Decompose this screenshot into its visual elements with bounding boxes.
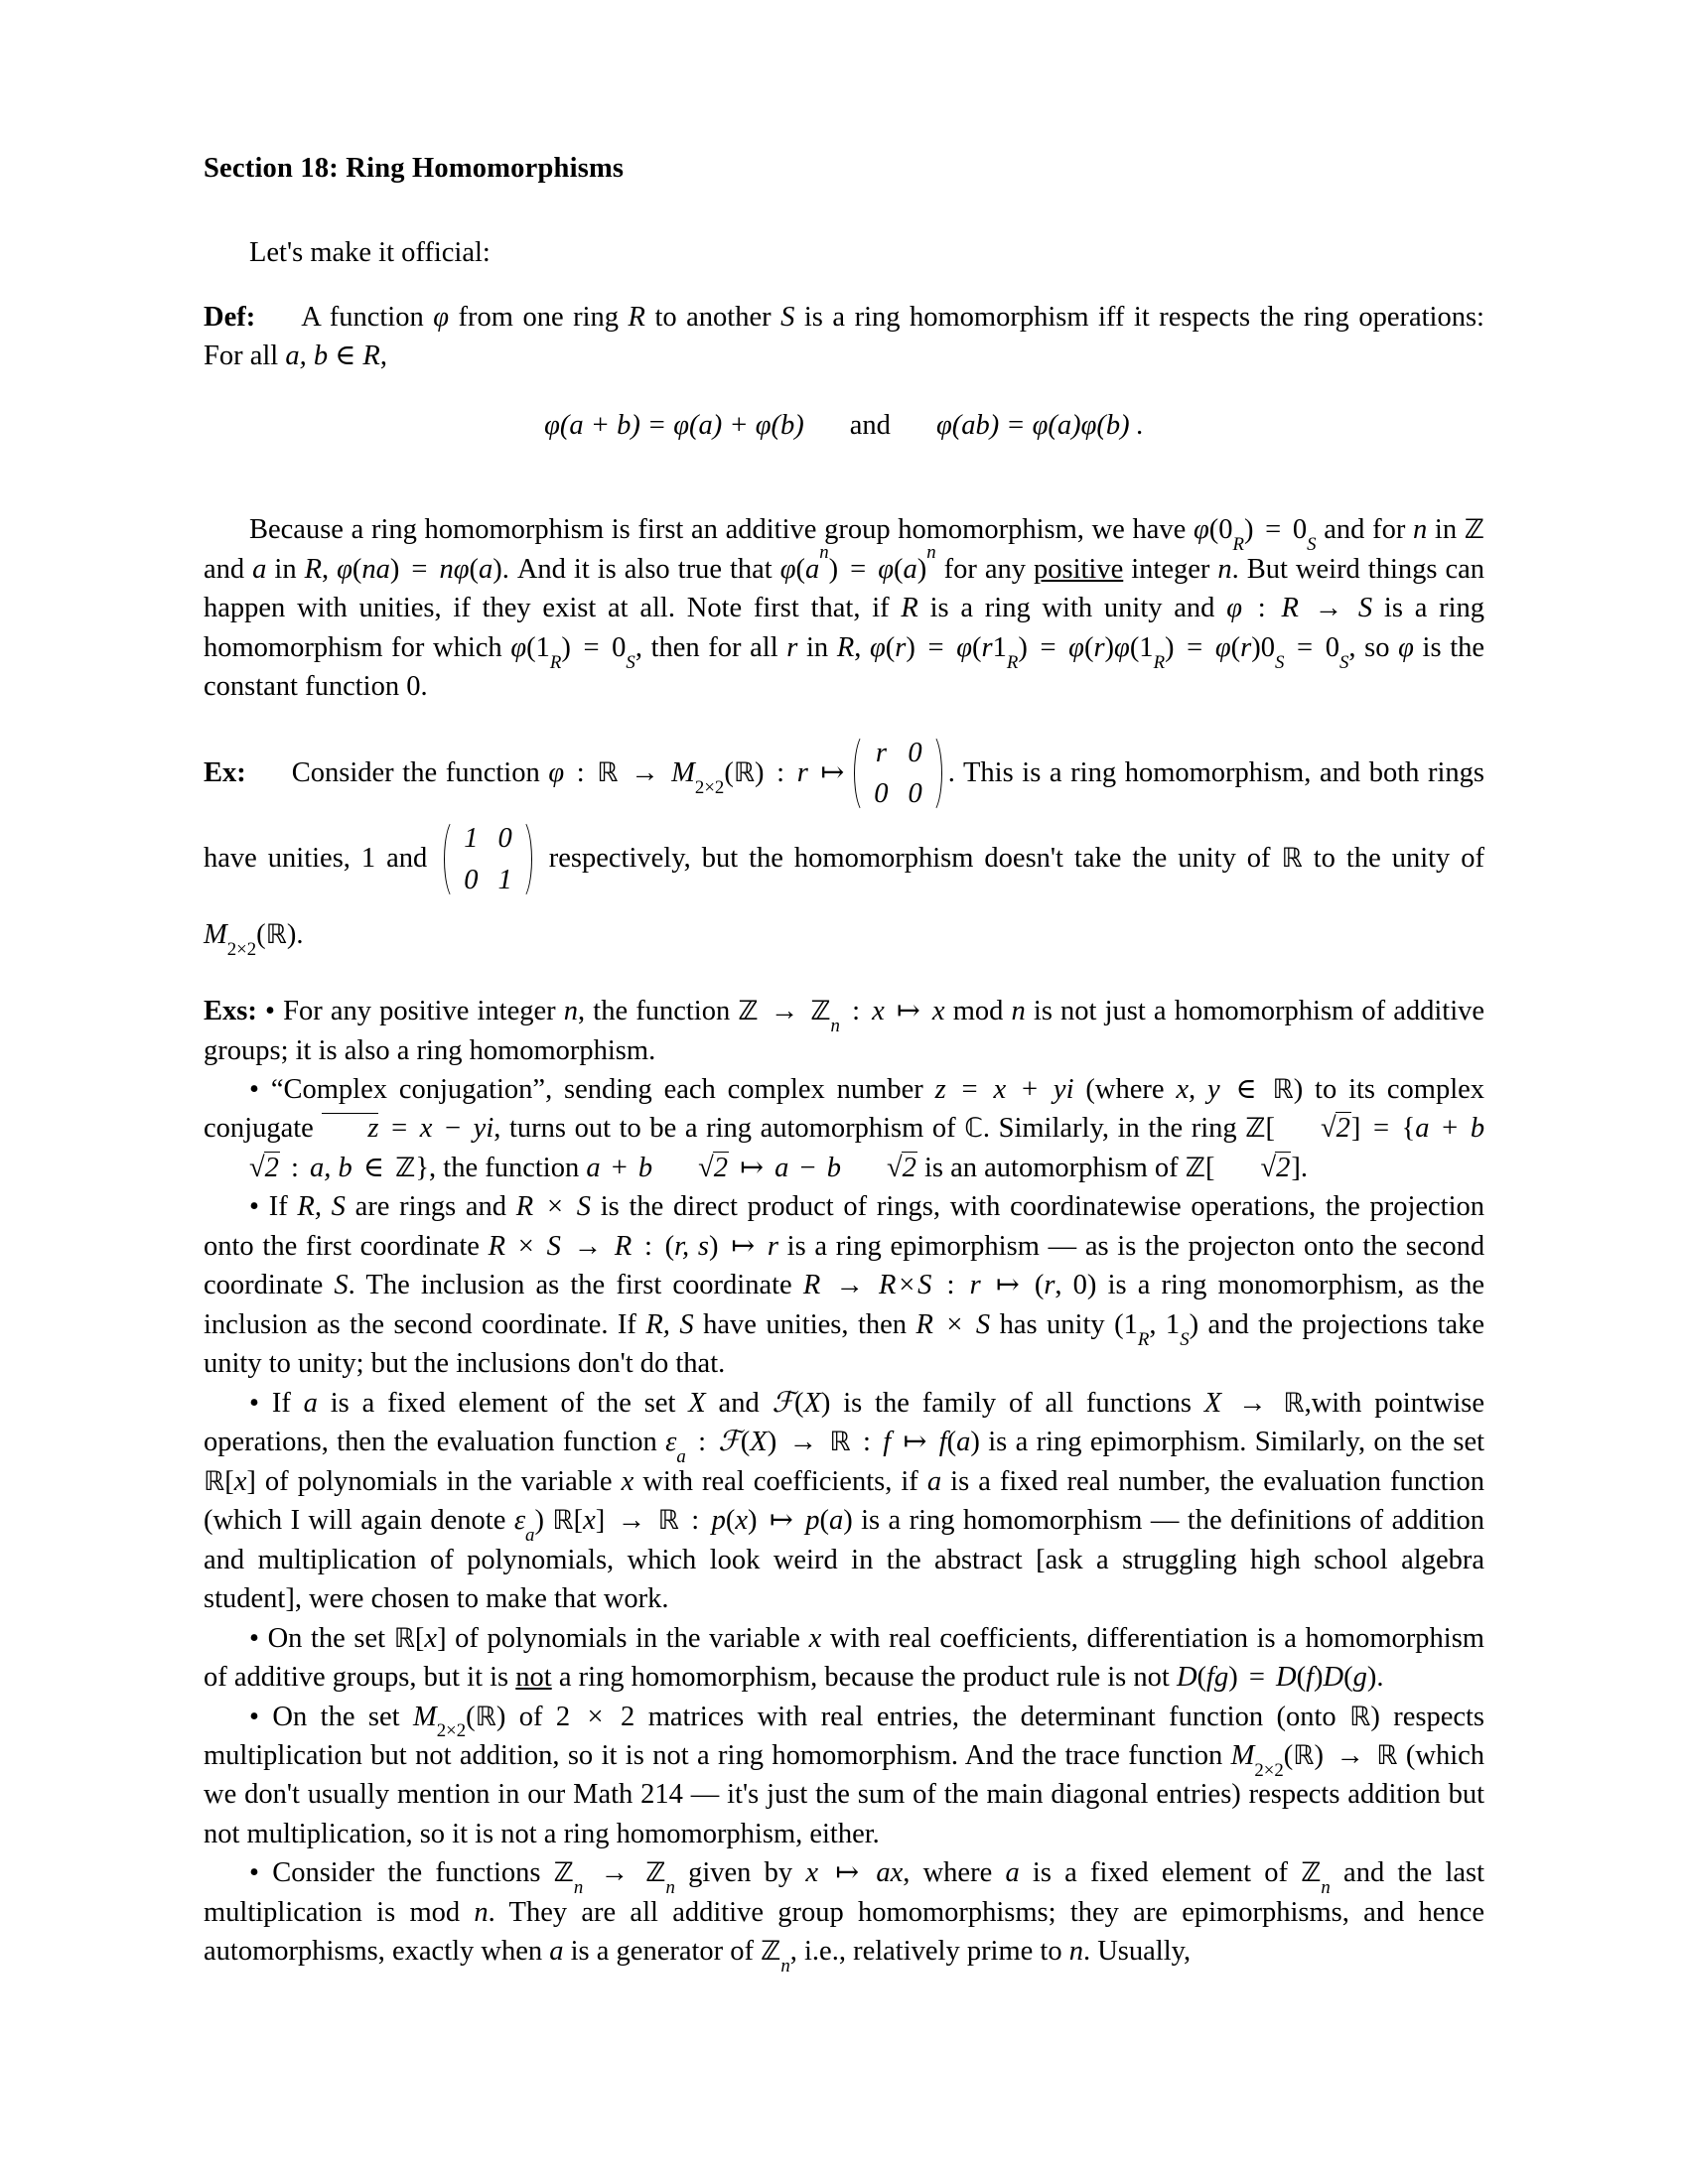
- document-body: [204, 149, 1485, 1978]
- definition-text-1: A function: [301, 301, 434, 333]
- spacer-after-equation: [204, 490, 1484, 510]
- definition-phi: φ: [433, 301, 450, 333]
- example-paragraph: Ex: Consider the function φ : ℝ → $M_{2\times 2}(ℝ)$ : r ↦ r 0 0 0 . This is a ring homomorphism, and both rings have unities, 1 and 1 0 0 1 respectively, but the homomorphism doesn't take the unity of ℝ to the unity of $M_{2\times 2}(ℝ)$.: [204, 732, 1484, 967]
- example-text-f: to the unity of: [1302, 843, 1485, 875]
- bullet-icon: •: [249, 1857, 259, 1889]
- definition-elements: a, b ∈ R: [285, 341, 380, 372]
- examples-list: [204, 992, 1485, 1978]
- paragraph-because: Because a ring homomorphism is first an additive group homomorphism, we have $\varphi(0_R) = 0_S$ and for n in ℤ and a in R, φ(na) = nφ(a). And it is also true that $\varphi(a^n) = \varphi(a)^n$ for any positive integer n. But weird things can happen with unities, if they exist at all. Note first that, if R is a ring with unity and φ : R → S is a ring homomorphism for which $\varphi(1_R) = 0_S$, then for all r in R, $\varphi(r) = \varphi(r1_R) = \varphi(r)\varphi(1_R) = \varphi(r)0_S = 0_S$, so φ is the constant function 0.: [204, 514, 1485, 703]
- equation-multiplicative: φ(ab) = φ(a)φ(b) .: [935, 409, 1144, 441]
- matrix-left-paren: [852, 731, 868, 817]
- definition-text-4: is a ring homomorphism iff it respects the ring operations: For all: [204, 301, 1484, 372]
- bullet-icon: •: [249, 1701, 259, 1732]
- intro-paragraph: [204, 233, 1484, 272]
- page-title: Section 18: Ring Homomorphisms: [204, 153, 625, 184]
- bullet-icon: •: [249, 1191, 259, 1223]
- example-text-c: and both rings have unities, 1 and: [204, 756, 1485, 875]
- list-item-complex-conjugation: • “Complex conjugation”, sending each complex number z = x + yi (where x, y ∈ ℝ) to its complex conjugate z = x − yi, turns out to be a ring automorphism of ℂ. Similarly, in the ring ℤ[ √2] = {a + b√2 : a, b ∈ ℤ}, the function a + b √2 ↦ a − b √2 is an automorphism of ℤ[ √2].: [204, 1074, 1485, 1183]
- bullet-icon: •: [249, 1622, 259, 1654]
- list-item-direct-product: • If R, S are rings and R × S is the direct product of rings, with coordinatewise operations, the projection onto the first coordinate R × S → R : (r, s) ↦ r is a ring epimorphism — as is the projecton onto the second coordinate S. The inclusion as the first coordinate R → R×S : r ↦ (r, 0) is a ring monomorphism, as the inclusion as the second coordinate. If R, S have unities, then R × S has unity ($1_R$, $1_S$) and the projections take unity to unity; but the inclusions don't do that.: [204, 1191, 1485, 1380]
- definition-ring-R: R: [628, 301, 645, 333]
- example-label: Ex:: [204, 756, 246, 788]
- examples-label: Exs:: [204, 996, 257, 1027]
- examples-intro-line: Exs: • For any positive integer n, the function ℤ → ℤ$_n$ : x ↦ x mod n is not just a homomorphism of additive groups; it is also a ring homomorphism.: [204, 996, 1485, 1066]
- list-item-evaluation-function: • If a is a fixed element of the set X and ℱ(X) is the family of all functions X → ℝ,with pointwise operations, then the evaluation function $\varepsilon_a$ : ℱ(X) → ℝ : f ↦ f(a) is a ring epimorphism. Similarly, on the set ℝ[x] of polynomials in the variable x with real coefficients, if a is a fixed real number, the evaluation function (which I will again denote $\varepsilon_a$) ℝ[x] → ℝ : p(x) ↦ p(a) is a ring homomorphism — the definitions of addition and multiplication of polynomials, which look weird in the abstract [ask a struggling high school algebra student], were chosen to make that work.: [204, 1387, 1485, 1615]
- intro-text: Let's make it official:: [249, 237, 491, 269]
- definition-paragraph: [204, 298, 1484, 376]
- list-item-determinant-trace: • On the set $M_{2\times 2}(ℝ)$ of 2 × 2 matrices with real entries, the determinant function (onto ℝ) respects multiplication but not addition, so it is not a ring homomorphism. And the trace function $M_{2\times 2}(ℝ)$ → ℝ (which we don't usually mention in our Math 214 — it's just the sum of the main diagonal entries) respects addition but not multiplication, so it is not a ring homomorphism, either.: [204, 1701, 1485, 1849]
- display-equation: [204, 406, 1484, 445]
- definition-label: Def:: [204, 301, 256, 333]
- bullet-icon: •: [249, 1074, 259, 1105]
- example-text-a: Consider the function: [291, 756, 549, 788]
- definition-text-3: to another: [644, 301, 781, 333]
- matrix-right-paren: [928, 731, 944, 817]
- bullet-icon: •: [264, 996, 275, 1027]
- equation-additive: φ(a + b) = φ(a) + φ(b): [544, 409, 804, 441]
- example-text-d: respectively, but the homomorphism doesn't take the: [537, 843, 1168, 875]
- definition-ring-S: S: [780, 301, 795, 333]
- list-item-multiplication-by-a: • Consider the functions ℤ$_n$ → ℤ$_n$ given by x ↦ ax, where a is a fixed element of ℤ$_n$ and the last multiplication is mod n. They are all additive group homomorphisms; they are epimorphisms, and hence automorphisms, exactly when a is a generator of ℤ$_n$, i.e., relatively prime to n. Usually,: [204, 1857, 1485, 1978]
- identity-left-paren: [442, 816, 458, 902]
- underlined-positive: positive: [1034, 553, 1124, 585]
- example-text-g: .: [296, 918, 304, 950]
- matrix-r-zero: r 0 0 0: [852, 731, 944, 817]
- bullet-icon: •: [249, 1387, 259, 1419]
- matrix-identity: 1 0 0 1: [442, 816, 534, 902]
- definition-text-2: from one ring: [449, 301, 629, 333]
- example-text-b: . This is a ring homomorphism,: [947, 756, 1312, 788]
- example-text-e: unity of: [1178, 843, 1282, 875]
- equation-connector: and: [849, 409, 891, 441]
- identity-right-paren: [518, 816, 534, 902]
- definition-text-5: ,: [379, 341, 387, 372]
- list-item-differentiation: • On the set ℝ[x] of polynomials in the variable x with real coefficients, differentiation is a homomorphism of additive groups, but it is not a ring homomorphism, because the product rule is not D(fg) = D(f)D(g).: [204, 1622, 1484, 1694]
